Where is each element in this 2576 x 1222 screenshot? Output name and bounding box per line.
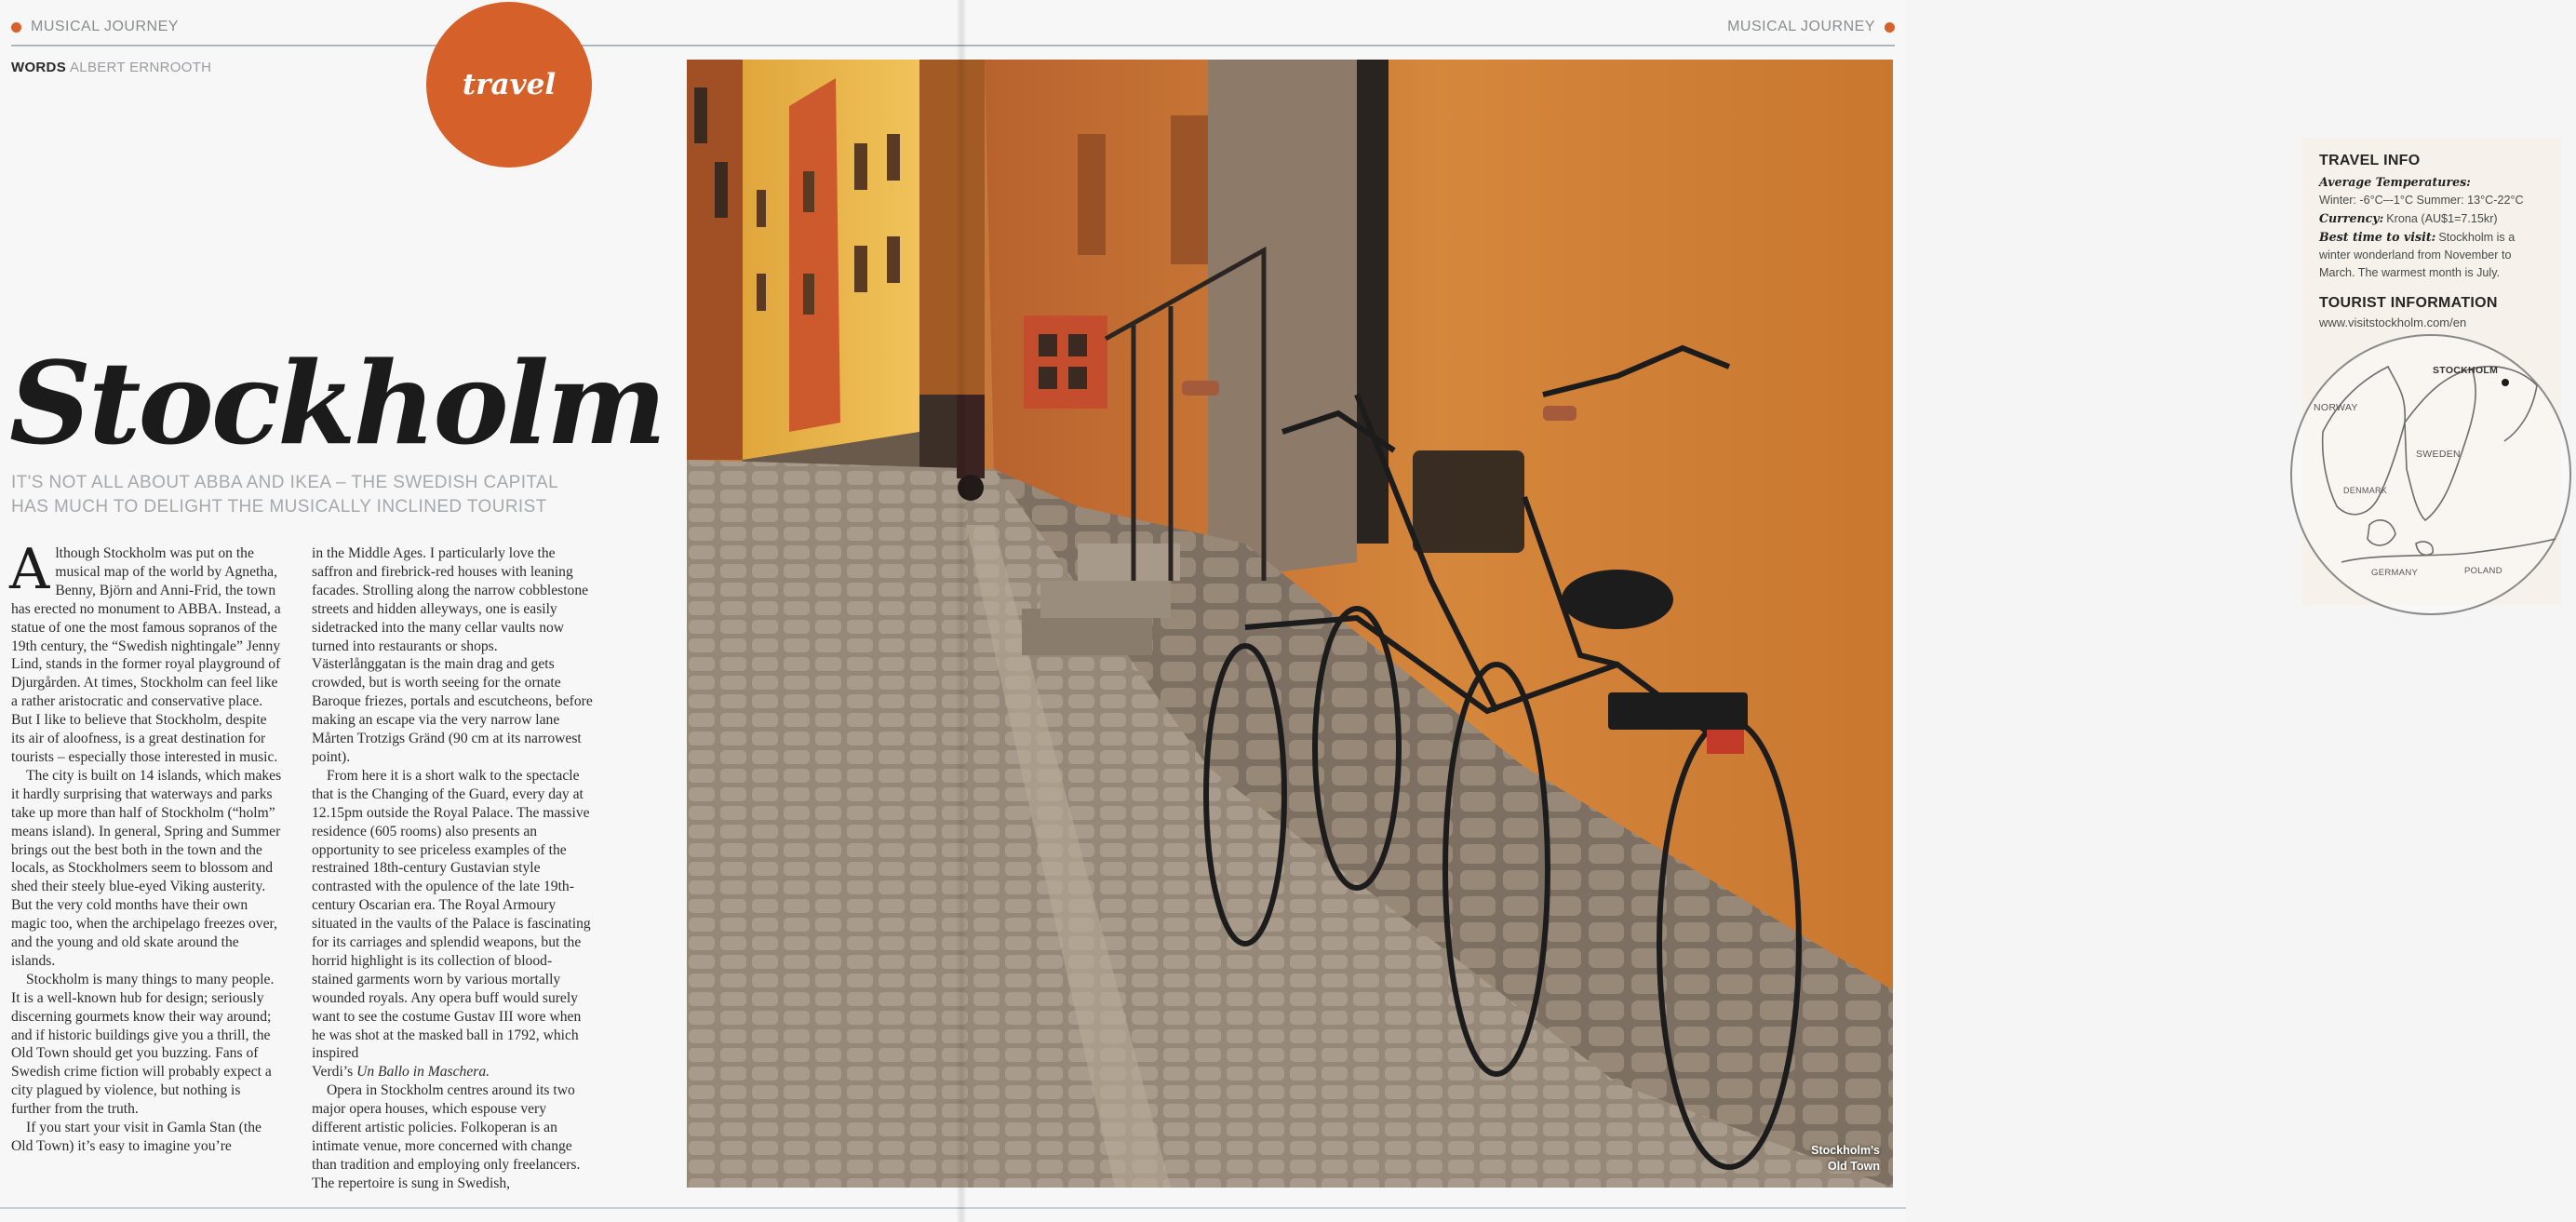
standfirst	[11, 471, 663, 519]
body-paragraph	[312, 1063, 593, 1081]
best-time-label: Best time to visit:	[2319, 230, 2436, 244]
body-paragraph	[312, 767, 593, 1064]
body-paragraph: Stockholm is many things to many people. It is a well-known hub for design; seriously discerning gourmets know their way around; and if historic buildings give you a thrill, the Old Town should get you buzzing. Fans of Swedish crime fiction will probably expect a city plagued by violence, but nothing is further from the truth.	[11, 971, 275, 1118]
photo-caption	[1811, 1143, 1880, 1175]
body-paragraph: in the Middle Ages. I particularly love the saffron and firebrick-red houses with leaning facades. Strolling along the narrow cobblestone streets and hidden alleyways, one is easily sidetracked into the many cellar vaults now turned into restaurants or shops. Västerlånggatan is the main drag and gets crowded, but is worth seeing for the ornate Baroque friezes, portals and escutcheons, before making an escape via the very narrow lane Mårten Trotzigs Gränd (90 cm at its narrowest point).	[312, 545, 593, 765]
drop-cap: A	[9, 537, 50, 602]
avg-temp-label: Average Temperatures:	[2319, 175, 2471, 189]
body-column-1	[9, 537, 283, 1156]
paragraph-text: Verdi’s	[312, 1064, 354, 1081]
map-label-denmark: DENMARK	[2343, 486, 2388, 495]
page-gutter	[956, 0, 967, 1222]
caption-line-2: Old Town	[1827, 1160, 1880, 1173]
author-name: ALBERT ERNROOTH	[70, 60, 212, 75]
avg-temperatures	[2319, 173, 2546, 209]
running-head-left	[11, 19, 179, 35]
show-through-text	[409, 140, 425, 204]
map-label-poland: POLAND	[2464, 566, 2502, 576]
caption-line-1: Stockholm's	[1811, 1144, 1880, 1157]
tourist-info-url: www.visitstockholm.com/en	[2319, 316, 2467, 329]
scandinavia-map	[2286, 329, 2576, 620]
map-label-germany: GERMANY	[2371, 568, 2419, 578]
section-badge	[426, 2, 592, 168]
body-paragraph: If you start your visit in Gamla Stan (the Old Town) it’s easy to imagine you’re	[11, 1120, 262, 1154]
best-time-value: Stockholm is a winter wonderland from November to March. The warmest month is July.	[2319, 231, 2516, 279]
bullet-dot-icon	[1885, 22, 1895, 33]
map-label-stockholm: STOCKHOLM	[2433, 365, 2499, 376]
section-badge-label: travel	[462, 68, 557, 101]
best-time	[2319, 228, 2546, 282]
paragraph-text: lthough Stockholm was put on the musical map of the world by Agnetha, Benny, Björn and Anni-Frid, the town has erected no monument to ABBA. Instead, a statue of one the most famous sopranos of the 19th century, the “Swedish nightingale” Jenny Lind, stands in the former royal playground of Djurgården. At times, Stockholm can feel like a rather aristocratic and conservative place. But I like to believe that Stockholm, despite its air of aloofness, is a great destination for tourists – especially those interested in music.	[11, 545, 281, 765]
body-column-2	[312, 544, 593, 1193]
currency-label: Currency:	[2319, 211, 2384, 225]
opera-title: Un Ballo in Maschera.	[356, 1064, 490, 1081]
paragraph-text: From here it is a short walk to the spectacle that is the Changing of the Guard, every day at 12.15pm outside the Royal Palace. The massive residence (605 rooms) also presents an opportunity to see priceless examples of the restrained 18th-century Gustavian style contrasted with the opulence of the late 19th-century Oscarian era. The Royal Armoury situated in the vaults of the Palace is fascinating for its carriages and splendid weapons, but the horrid highlight is its collection of blood-stained garments worn by various mortally wounded royals. Any opera buff would surely want to see the costume Gustav III wore when he was shot at the masked ball in 1792, which inspired	[312, 767, 591, 1062]
standfirst-line-1: IT'S NOT ALL ABOUT ABBA AND IKEA – THE SWEDISH CAPITAL	[11, 473, 559, 492]
currency	[2319, 209, 2546, 228]
tourist-info-title: TOURIST INFORMATION	[2319, 295, 2498, 311]
words-label: WORDS	[11, 60, 66, 75]
old-town-photo	[687, 60, 2524, 1188]
bottom-rule	[0, 1207, 1906, 1209]
map-globe-icon	[2286, 329, 2576, 620]
body-paragraph	[9, 537, 283, 767]
standfirst-line-2: HAS MUCH TO DELIGHT THE MUSICALLY INCLINED TOURIST	[11, 497, 547, 517]
top-rule	[11, 45, 1895, 47]
running-head-right	[1727, 19, 1895, 35]
running-head-left-text: MUSICAL JOURNEY	[31, 19, 179, 34]
alley-illustration	[687, 60, 1893, 1188]
body-paragraph: Opera in Stockholm centres around its two major opera houses, which espouse very different artistic policies. Folkoperan is an intimate venue, more concerned with change than tradition and employing only freelancers. The repertoire is sung in Swedish,	[312, 1082, 581, 1191]
travel-info-title: TRAVEL INFO	[2319, 153, 2421, 168]
map-label-sweden: SWEDEN	[2416, 449, 2461, 460]
running-head-right-text: MUSICAL JOURNEY	[1727, 19, 1875, 34]
body-paragraph: The city is built on 14 islands, which makes it hardly surprising that waterways and parks take up more than half of Stockholm (“holm” means island). In general, Spring and Summer brings out the best both in the town and the locals, as Stockholmers seem to blossom and shed their steely blue-eyed Viking austerity. But the very cold months have their own magic too, when the archipelago freezes over, and the young and old skate around the islands.	[11, 767, 282, 969]
article-title: Stockholm	[9, 336, 664, 470]
currency-value: Krona (AU$1=7.15kr)	[2386, 212, 2498, 225]
map-label-norway: NORWAY	[2314, 402, 2358, 413]
travel-info-box	[2302, 138, 2561, 605]
bullet-dot-icon	[11, 22, 21, 33]
byline	[11, 60, 211, 75]
avg-temp-value: Winter: -6°C–-1°C Summer: 13°C-22°C	[2319, 194, 2524, 207]
